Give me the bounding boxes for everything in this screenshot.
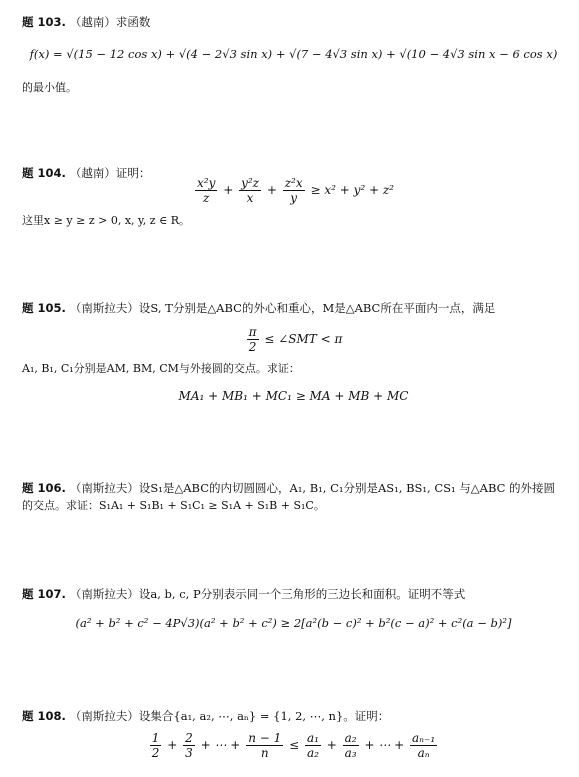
problem-number: 题 106. xyxy=(22,481,66,495)
formula-2: MA₁ + MB₁ + MC₁ ≥ MA + MB + MC xyxy=(178,389,409,403)
formula: $\frac{1}{2}$ + $\frac{2}{3}$ + ⋯ + $\frac{n - 1}{n}$ ≤ $\frac{\text{a₁}}{\text{a₂}}$ + $\frac{\text{a₂}}{\text{a₃}}$ + ⋯ + $\frac{\text{aₙ₋₁}}{\text{aₙ}}$ xyxy=(151,731,436,760)
problem-source: （越南） xyxy=(69,166,116,180)
fraction: $\frac{\text{y²z}}{x}$ xyxy=(241,176,259,205)
problem-text-after: 这里x ≥ y ≥ z > 0, x, y, z ∈ R。 xyxy=(22,214,190,227)
fraction: $\frac{n - 1}{n}$ xyxy=(248,731,282,760)
fraction: $\frac{\text{z²x}}{y}$ xyxy=(284,176,303,205)
problem-text-line2: 的交点。求证：S₁A₁ + S₁B₁ + S₁C₁ ≥ S₁A + S₁B + S₁C。 xyxy=(22,499,325,512)
fraction: $\frac{\text{x²y}}{z}$ xyxy=(197,176,216,205)
problem-source: （越南） xyxy=(69,15,116,29)
problem-103 xyxy=(22,13,565,94)
problem-number: 题 108. xyxy=(22,709,66,723)
fraction: $\frac{\text{a₂}}{\text{a₃}}$ xyxy=(344,731,357,760)
problem-source: （南斯拉夫） xyxy=(69,481,139,495)
problem-number: 题 103. xyxy=(22,15,66,29)
formula: (a² + b² + c² − 4P√3)(a² + b² + c²) ≥ 2[a²(b − c)² + b²(c − a)² + c²(a − b)²] xyxy=(75,616,512,630)
formula: $\frac{\text{x²y}}{z}$ + $\frac{\text{y²z}}{x}$ + $\frac{\text{z²x}}{y}$ ≥ x² + y² + z² xyxy=(197,176,394,205)
problem-text: 设a, b, c, P分别表示同一个三角形的三边长和面积。证明不等式 xyxy=(138,587,466,601)
problem-text: 设集合{a₁, a₂, ⋯, aₙ} = {1, 2, ⋯, n}。证明： xyxy=(138,709,390,723)
problem-source: （南斯拉夫） xyxy=(69,587,139,601)
fraction: $\frac{\text{a₁}}{\text{a₂}}$ xyxy=(306,731,319,760)
problem-text: 设S₁是△ABC的内切圆圆心，A₁, B₁, C₁分别是AS₁, BS₁, CS₁ 与△ABC 的外接圆 xyxy=(138,481,556,495)
problem-source: （南斯拉夫） xyxy=(69,301,139,315)
fraction: $\frac{2}{3}$ xyxy=(185,731,193,760)
formula-rest: ≤ ∠SMT < π xyxy=(264,332,343,346)
problem-107 xyxy=(22,585,565,630)
fraction: $\frac{1}{2}$ xyxy=(151,731,160,760)
problem-108 xyxy=(22,707,565,760)
formula-rest: ≥ x² + y² + z² xyxy=(310,183,394,197)
problem-105 xyxy=(22,299,565,403)
fraction: $\frac{\pi}{2}$ xyxy=(248,325,257,354)
problem-number: 题 104. xyxy=(22,166,66,180)
problem-text-middle: A₁, B₁, C₁分别是AM, BM, CM与外接圆的交点。求证： xyxy=(22,362,300,375)
problem-text: 求函数 xyxy=(115,15,151,29)
problem-106 xyxy=(22,479,565,515)
problem-text-after: 的最小值。 xyxy=(22,81,77,94)
problem-source: （南斯拉夫） xyxy=(69,709,139,723)
fraction: $\frac{\text{aₙ₋₁}}{\text{aₙ}}$ xyxy=(412,731,436,760)
formula: f(x) = √(15 − 12 cos x) + √(4 − 2√3 sin x) + √(7 − 4√3 sin x) + √(10 − 4√3 sin x − 6 cos x) xyxy=(29,47,558,61)
formula xyxy=(22,325,565,354)
problem-104 xyxy=(22,164,565,227)
problem-text: 证明： xyxy=(115,166,151,180)
problem-number: 题 105. xyxy=(22,301,66,315)
problem-number: 题 107. xyxy=(22,587,66,601)
problem-text: 设S, T分别是△ABC的外心和重心，M是△ABC所在平面内一点，满足 xyxy=(138,301,496,315)
